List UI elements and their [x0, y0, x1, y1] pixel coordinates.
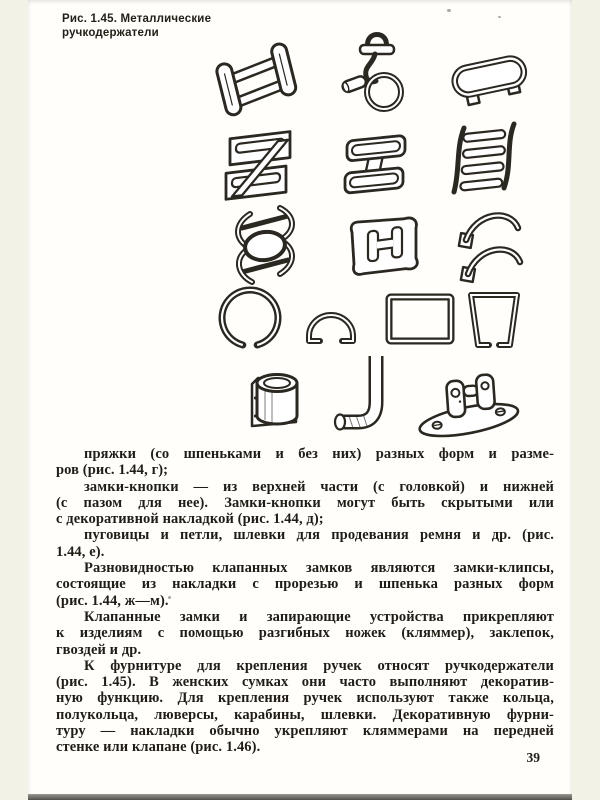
slotted-plate-curved-illustration — [446, 118, 524, 206]
open-ring-illustration — [216, 284, 284, 352]
swivel-hook-illustration — [340, 26, 414, 120]
scan-speck — [447, 9, 451, 12]
text-line: ную функцию. Для крепления ручек используют также кольца, — [56, 690, 554, 707]
text-line: стенке или клапане (рис. 1.46). — [56, 739, 261, 756]
figure-caption-line1: Рис. 1.45. Металлические — [62, 13, 212, 25]
frame-buckle-illustration — [212, 40, 304, 120]
text-line: (рис. 1.45). В женских сумках они часто выполняют декоратив- — [56, 674, 554, 691]
trapezoid-ring-illustration — [464, 288, 524, 352]
body-text — [56, 446, 554, 756]
figure-illustrations — [28, 0, 572, 446]
text-line: полукольца, люверсы, карабины, шлевки. Декоративную фурни- — [56, 706, 554, 723]
slotted-plate-diagonal-illustration — [220, 124, 302, 204]
bent-rod-illustration — [328, 354, 392, 440]
text-line: Клапанные замки и запирающие устройства прикрепляют — [84, 608, 554, 625]
cylinder-socket-illustration — [244, 364, 312, 438]
text-line: Разновидностью клапанных замков являются замки-клипсы, — [84, 560, 554, 577]
text-line: замки-кнопки — из верхней части (с головкой) и нижней — [84, 478, 554, 495]
text-line: К фурнитуре для крепления ручек относят ручкодержатели — [84, 657, 554, 674]
scan-speck — [498, 16, 501, 18]
text-line: туру — накладки обычно укрепляют кляммерами на передней — [56, 723, 554, 740]
text-line: с декоративной накладкой (рис. 1.44, д); — [56, 511, 324, 528]
h-slot-plate-illustration — [344, 210, 428, 288]
figure-caption-line2: ручкодержатели — [62, 27, 159, 39]
oblong-frame-illustration — [448, 46, 532, 114]
text-line: пуговицы и петли, шлевки для продевания ремня и др. (рис. — [84, 527, 554, 544]
scan-bottom-edge — [28, 794, 572, 800]
half-ring-illustration — [300, 298, 362, 348]
hinge-bracket-illustration — [412, 368, 526, 440]
text-line: 1.44, е). — [56, 543, 105, 560]
book-page — [28, 0, 572, 800]
text-line: пряжки (со шпеньками и без них) разных форм и разме- — [84, 446, 554, 462]
text-line: (рис. 1.44, ж—м). — [56, 592, 169, 609]
text-line: (с пазом для нее). Замки-кнопки могут быть скрытыми или — [56, 494, 554, 511]
scan-speck — [168, 596, 171, 599]
text-line: к изделиям с помощью разгибных ножек (кляммер), заклепок, — [56, 625, 554, 642]
oval-center-clip-illustration — [226, 204, 304, 292]
slotted-plate-hourglass-illustration — [338, 130, 414, 200]
text-line: ров (рис. 1.44, г); — [56, 462, 169, 479]
rectangular-ring-illustration — [382, 290, 458, 348]
double-arc-clip-illustration — [454, 204, 528, 294]
text-line: состоящие из накладки с прорезью и шпенька разных форм — [56, 576, 554, 593]
page-number: 39 — [526, 750, 540, 765]
text-line: гвоздей и др. — [56, 641, 142, 658]
